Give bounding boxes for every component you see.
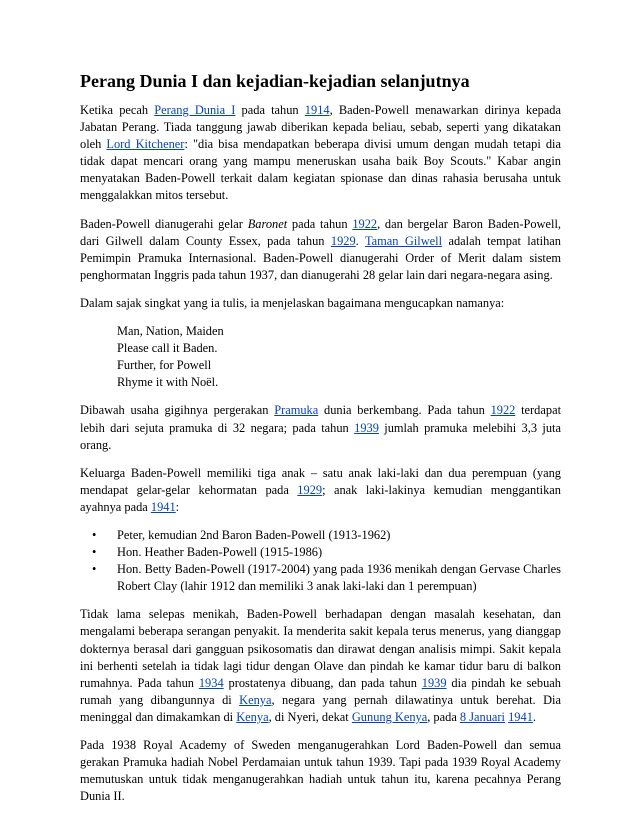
- list-item: • Hon. Betty Baden-Powell (1917-2004) yang pada 1936 menikah dengan Gervase Charles Robert Clay (lahir 1912 dan memiliki 3 anak laki-laki dan 1 perempuan): [92, 562, 561, 594]
- link-1922[interactable]: 1922: [352, 216, 378, 231]
- bullet-icon: •: [92, 545, 97, 560]
- paragraph-family: Keluarga Baden-Powell memiliki tiga anak – satu anak laki-laki dan dua perempuan (yang mendapat gelar-gelar kehormatan pada 1929; anak laki-lakinya kemudian menggantikan ayahnya pada 1941:: [80, 465, 561, 514]
- list-item: • Peter, kemudian 2nd Baron Baden-Powell (1913-1962): [117, 527, 561, 544]
- paragraph-poem-intro: Dalam sajak singkat yang ia tulis, ia menjelaskan bagaimana mengucapkan namanya:: [80, 295, 505, 310]
- link-gunung-kenya[interactable]: Gunung Kenya: [351, 709, 428, 724]
- link-8-januari[interactable]: 8 Januari: [459, 709, 505, 724]
- section-title: Perang Dunia I dan kejadian-kejadian selanjutnya: [80, 71, 470, 91]
- link-lord-kitchener[interactable]: Lord Kitchener: [106, 137, 185, 152]
- children-list: [80, 527, 561, 595]
- poem-line: Further, for Powell: [117, 358, 212, 373]
- link-1939-b[interactable]: 1939: [421, 675, 447, 690]
- paragraph-ww1: Ketika pecah Perang Dunia I pada tahun 1914, Baden-Powell menawarkan dirinya kepada Jabatan Perang. Tiada tanggung jawab diberikan kepada beliau, sebab, seperti yang dikatakan oleh Lord Kitchener: "dia bisa mendapatkan beberapa divisi umum dengan mudah tetapi dia tidak dapat mencari orang yang mampu meneruskan usaha baik Boy Scouts." Kabar angin menyatakan Baden-Powell terkait dalam kegiatan spionase dan dinas rahasia berusaha untuk menggalakkan mitos tersebut.: [80, 103, 561, 203]
- baronet-term: Baronet: [247, 216, 288, 231]
- link-1922-b[interactable]: 1922: [490, 403, 516, 418]
- link-kenya-b[interactable]: Kenya: [236, 709, 269, 724]
- paragraph-pramuka-growth: Dibawah usaha gigihnya pergerakan Pramuka dunia berkembang. Pada tahun 1922 terdapat lebih dari sejuta pramuka di 32 negara; pada tahun 1939 jumlah pramuka melebihi 3,3 juta orang.: [80, 403, 562, 452]
- link-taman-gilwell[interactable]: Taman Gilwell: [364, 233, 443, 248]
- paragraph-health: Tidak lama selepas menikah, Baden-Powell berhadapan dengan masalah kesehatan, dan mengalami beberapa serangan penyakit. Ia menderita sakit kepala terus menerus, yang dianggap dokternya berasal dari gangguan psikosomatis dan dirawat dengan analisis mimpi. Sakit kepala ini berhenti setelah ia tidak lagi tidur dengan Olave dan pindah ke kamar tidur baru di balkon rumahnya. Pada tahun 1934 prostatenya dibuang, dan pada tahun 1939 dia pindah ke sebuah rumah yang dibangunnya di Kenya, negara yang pernah dilawatinya untuk berehat. Dia meninggal dan dimakamkan di Kenya, di Nyeri, dekat Gunung Kenya, pada 8 Januari 1941.: [80, 607, 561, 724]
- link-kenya[interactable]: Kenya: [239, 692, 272, 707]
- link-1929[interactable]: 1929: [330, 233, 356, 248]
- link-1941[interactable]: 1941: [150, 499, 176, 514]
- bullet-icon: •: [92, 527, 97, 542]
- list-item: • Hon. Heather Baden-Powell (1915-1986): [117, 544, 561, 561]
- poem: [117, 323, 561, 391]
- link-pramuka[interactable]: Pramuka: [274, 403, 319, 418]
- poem-line: Man, Nation, Maiden: [117, 324, 224, 339]
- paragraph-nobel: Pada 1938 Royal Academy of Sweden menganugerahkan Lord Baden-Powell dan semua gerakan Pramuka hadiah Nobel Perdamaian untuk tahun 1939. Tapi pada 1939 Royal Academy memutuskan untuk tidak menganugerahkan hadiah untuk tahun itu, karena pecahnya Perang Dunia II.: [80, 738, 561, 804]
- link-1941-b[interactable]: 1941: [508, 709, 533, 724]
- article: [80, 70, 561, 816]
- link-perang-dunia-i[interactable]: Perang Dunia I: [154, 103, 236, 117]
- link-1914[interactable]: 1914: [304, 103, 330, 117]
- link-1929-b[interactable]: 1929: [297, 482, 323, 497]
- poem-line: Rhyme it with Noël.: [117, 375, 219, 390]
- link-1939[interactable]: 1939: [354, 420, 379, 435]
- link-1934[interactable]: 1934: [198, 675, 224, 690]
- bullet-icon: •: [92, 562, 97, 577]
- paragraph-baronet: Baden-Powell dianugerahi gelar Baronet pada tahun 1922, dan bergelar Baron Baden-Powell, dari Gilwell dalam County Essex, pada tahun 1929. Taman Gilwell adalah tempat latihan Pemimpin Pramuka Internasional. Baden-Powell dianugerahi Order of Merit dalam sistem penghormatan Inggris pada tahun 1937, dan dianugerahi 28 gelar lain dari negara-negara asing.: [80, 216, 561, 282]
- poem-line: Please call it Baden.: [117, 341, 218, 356]
